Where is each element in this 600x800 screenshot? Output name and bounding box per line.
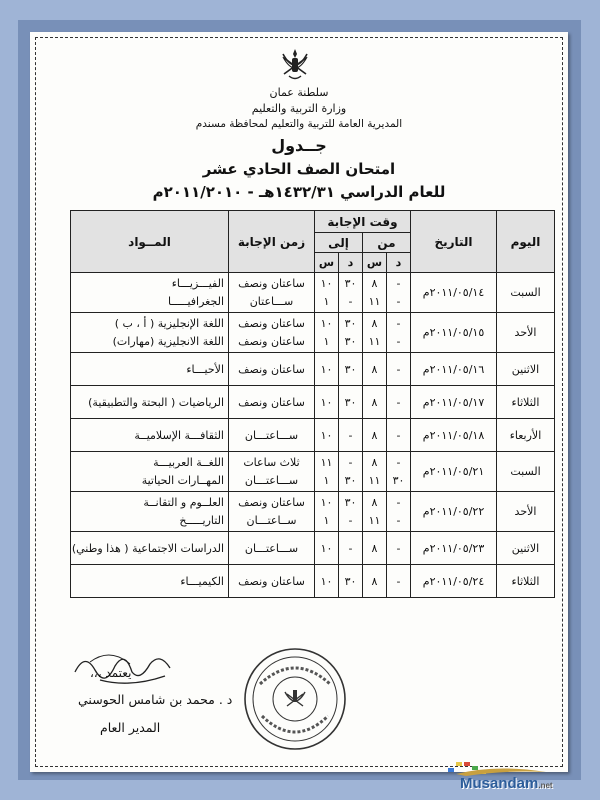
to-minutes-cell: ٣٠ <box>339 386 363 419</box>
subject-cell <box>71 452 229 492</box>
subject-cell <box>71 273 229 313</box>
to-minutes-cell <box>339 452 363 492</box>
table-row <box>71 532 555 565</box>
to-minutes-cell-line: ٣٠ <box>344 276 357 290</box>
date-cell: ٢٠١١/٠٥/٢٤م <box>411 565 497 598</box>
from-minutes-cell-line: ٣٠ <box>392 473 405 487</box>
to-hours-cell-line: ١١ <box>320 455 333 469</box>
from-minutes-cell-line: - <box>396 513 401 527</box>
duration-cell-line: ساعتان ونصف <box>238 334 305 348</box>
duration-cell <box>229 273 315 313</box>
from-hours-cell: ٨ <box>363 532 387 565</box>
header-duration: زمن الإجابة <box>229 211 315 273</box>
from-hours-cell-line: ١١ <box>368 334 381 348</box>
watermark-brand: Musandam.net <box>460 775 553 792</box>
from-hours-cell <box>363 492 387 532</box>
to-hours-cell-line: ١ <box>323 294 330 308</box>
document-title: جــدول <box>271 136 327 155</box>
subject-cell-line: الفيـــزيـــاء <box>171 276 224 290</box>
subject-cell: الرياضيات ( البحتة والتطبيقية) <box>71 386 229 419</box>
academic-year: للعام الدراسي ١٤٣٢/٣١هـ - ٢٠١١/٢٠١٠م <box>152 183 446 201</box>
day-cell: الثلاثاء <box>497 386 555 419</box>
date-cell: ٢٠١١/٠٥/٢٣م <box>411 532 497 565</box>
from-minutes-cell <box>387 313 411 353</box>
official-stamp <box>240 644 350 754</box>
subject-cell-line: اللغة الإنجليزية ( أ ، ب ) <box>114 316 224 330</box>
subject-cell-line: العلــوم و التقانــة <box>143 495 224 509</box>
oman-emblem-icon <box>278 46 312 82</box>
date-cell: ٢٠١١/٠٥/٢١م <box>411 452 497 492</box>
signatory-name: د . محمد بن شامس الحوسني <box>78 692 233 707</box>
to-minutes-cell: ٣٠ <box>339 565 363 598</box>
header-to: إلى <box>315 233 363 253</box>
header-from: من <box>363 233 411 253</box>
header-to-minutes: د <box>339 253 363 273</box>
to-minutes-cell-line: ٣٠ <box>344 473 357 487</box>
to-hours-cell-line: ١٠ <box>320 495 333 509</box>
day-cell: الأربعاء <box>497 419 555 452</box>
duration-cell-line: ســاعتـــان <box>246 513 297 527</box>
schedule-body <box>71 273 555 598</box>
from-minutes-cell <box>387 452 411 492</box>
to-minutes-cell <box>339 273 363 313</box>
table-row <box>71 452 555 492</box>
duration-cell-line: ســـاعتـــان <box>244 473 299 487</box>
to-hours-cell-line: ١ <box>323 513 330 527</box>
from-hours-cell-line: ١١ <box>368 473 381 487</box>
to-minutes-cell-line: - <box>348 455 353 469</box>
date-cell: ٢٠١١/٠٥/١٧م <box>411 386 497 419</box>
table-row <box>71 273 555 313</box>
header-ministry: وزارة التربية والتعليم <box>251 102 347 115</box>
from-hours-cell: ٨ <box>363 419 387 452</box>
subject-cell-line: المهــارات الحياتية <box>141 473 224 487</box>
from-hours-cell: ٨ <box>363 353 387 386</box>
duration-cell <box>229 313 315 353</box>
header-from-hours: س <box>363 253 387 273</box>
exam-schedule-table <box>70 210 555 598</box>
header-country: سلطنة عمان <box>269 86 329 99</box>
to-minutes-cell: ٣٠ <box>339 353 363 386</box>
from-minutes-cell-line: - <box>396 316 401 330</box>
from-minutes-cell-line: - <box>396 455 401 469</box>
table-row <box>71 492 555 532</box>
table-row <box>71 313 555 353</box>
to-hours-cell: ١٠ <box>315 386 339 419</box>
from-minutes-cell: - <box>387 419 411 452</box>
header-to-hours: س <box>315 253 339 273</box>
subject-cell-line: اللغــة العربيـــة <box>153 455 224 469</box>
header-day: اليوم <box>497 211 555 273</box>
subject-cell-line: اللغة الانجليزية (مهارات) <box>112 334 224 348</box>
to-hours-cell-line: ١٠ <box>320 276 333 290</box>
duration-cell <box>229 452 315 492</box>
to-hours-cell: ١٠ <box>315 419 339 452</box>
to-hours-cell-line: ١ <box>323 473 330 487</box>
subject-cell-line: التاريـــــخ <box>179 513 224 527</box>
date-cell: ٢٠١١/٠٥/١٨م <box>411 419 497 452</box>
subject-cell: الدراسات الاجتماعية ( هذا وطني) <box>71 532 229 565</box>
subject-cell: الثقافـــة الإسلاميــة <box>71 419 229 452</box>
date-cell: ٢٠١١/٠٥/٢٢م <box>411 492 497 532</box>
from-minutes-cell-line: - <box>396 276 401 290</box>
from-minutes-cell: - <box>387 353 411 386</box>
from-hours-cell <box>363 273 387 313</box>
document-subtitle: امتحان الصف الحادي عشر <box>202 160 396 178</box>
from-minutes-cell-line: - <box>396 495 401 509</box>
to-hours-cell: ١٠ <box>315 353 339 386</box>
from-hours-cell-line: ٨ <box>371 316 378 330</box>
header-subjects: المــواد <box>71 211 229 273</box>
from-hours-cell <box>363 452 387 492</box>
day-cell: الاثنين <box>497 353 555 386</box>
header-date: التاريخ <box>411 211 497 273</box>
duration-cell: ســـاعتـــان <box>229 532 315 565</box>
header-answer-time: وقت الإجابة <box>315 211 411 233</box>
date-cell: ٢٠١١/٠٥/١٤م <box>411 273 497 313</box>
subject-cell: الأحيـــاء <box>71 353 229 386</box>
date-cell: ٢٠١١/٠٥/١٦م <box>411 353 497 386</box>
to-hours-cell <box>315 452 339 492</box>
subject-cell-line: الجغرافيـــــا <box>168 294 224 308</box>
to-hours-cell: ١٠ <box>315 532 339 565</box>
signatory-title: المدير العام <box>100 720 161 735</box>
duration-cell-line: ساعتان ونصف <box>238 316 305 330</box>
from-minutes-cell-line: - <box>396 334 401 348</box>
date-cell: ٢٠١١/٠٥/١٥م <box>411 313 497 353</box>
from-hours-cell-line: ١١ <box>368 513 381 527</box>
to-minutes-cell-line: ٣٠ <box>344 316 357 330</box>
table-row <box>71 565 555 598</box>
from-minutes-cell <box>387 273 411 313</box>
to-minutes-cell-line: ٣٠ <box>344 334 357 348</box>
duration-cell: ساعتان ونصف <box>229 386 315 419</box>
duration-cell-line: ساعتان ونصف <box>238 495 305 509</box>
duration-cell-line: ثلاث ساعات <box>243 455 300 469</box>
to-minutes-cell-line: - <box>348 513 353 527</box>
approval-label: يعتمد ،،، <box>90 666 132 680</box>
to-hours-cell <box>315 492 339 532</box>
to-minutes-cell-line: ٣٠ <box>344 495 357 509</box>
document-page <box>30 32 568 772</box>
from-minutes-cell: - <box>387 532 411 565</box>
duration-cell-line: ســـاعتان <box>249 294 294 308</box>
table-row <box>71 386 555 419</box>
subject-cell: الكيميـــاء <box>71 565 229 598</box>
day-cell: الأحد <box>497 492 555 532</box>
table-row <box>71 419 555 452</box>
from-hours-cell-line: ٨ <box>371 455 378 469</box>
from-hours-cell <box>363 313 387 353</box>
from-hours-cell: ٨ <box>363 386 387 419</box>
day-cell: السبت <box>497 452 555 492</box>
to-minutes-cell <box>339 313 363 353</box>
from-hours-cell-line: ١١ <box>368 294 381 308</box>
header-directorate: المديرية العامة للتربية والتعليم لمحافظة مسندم <box>195 118 403 130</box>
duration-cell: ساعتان ونصف <box>229 565 315 598</box>
duration-cell: ســـاعتـــان <box>229 419 315 452</box>
to-hours-cell <box>315 273 339 313</box>
from-hours-cell-line: ٨ <box>371 276 378 290</box>
from-hours-cell: ٨ <box>363 565 387 598</box>
from-minutes-cell-line: - <box>396 294 401 308</box>
to-hours-cell-line: ١ <box>323 334 330 348</box>
day-cell: الثلاثاء <box>497 565 555 598</box>
day-cell: السبت <box>497 273 555 313</box>
subject-cell <box>71 492 229 532</box>
to-minutes-cell: - <box>339 419 363 452</box>
table-row <box>71 353 555 386</box>
duration-cell: ساعتان ونصف <box>229 353 315 386</box>
from-hours-cell-line: ٨ <box>371 495 378 509</box>
to-minutes-cell <box>339 492 363 532</box>
from-minutes-cell: - <box>387 565 411 598</box>
to-hours-cell <box>315 313 339 353</box>
duration-cell <box>229 492 315 532</box>
subject-cell <box>71 313 229 353</box>
duration-cell-line: ساعتان ونصف <box>238 276 305 290</box>
to-hours-cell-line: ١٠ <box>320 316 333 330</box>
to-minutes-cell-line: - <box>348 294 353 308</box>
to-hours-cell: ١٠ <box>315 565 339 598</box>
to-minutes-cell: - <box>339 532 363 565</box>
from-minutes-cell <box>387 492 411 532</box>
day-cell: الأحد <box>497 313 555 353</box>
from-minutes-cell: - <box>387 386 411 419</box>
day-cell: الاثنين <box>497 532 555 565</box>
header-from-minutes: د <box>387 253 411 273</box>
